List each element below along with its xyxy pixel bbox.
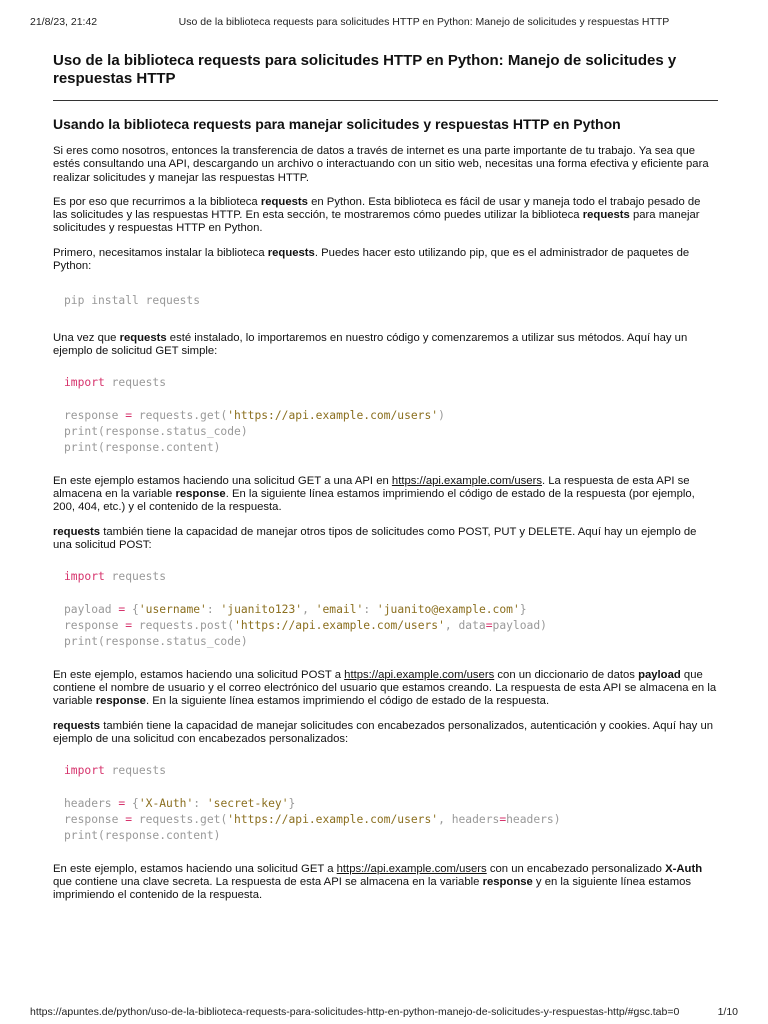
article-title: Uso de la biblioteca requests para solicitudes HTTP en Python: Manejo de solicitudes y respuestas HTTP — [53, 52, 677, 87]
title-divider — [53, 100, 718, 101]
link-api-users[interactable]: https://api.example.com/users — [391, 474, 542, 487]
paragraph-get-explanation: En este ejemplo estamos haciendo una solicitud GET a una API en https://api.example.com/users. La respuesta de esta API se almacena en la variable response. En la siguiente línea estamos imprimiendo el código de estado de la respuesta (por ejemplo, 200, 404, etc.) y el contenido de la respuesta. — [53, 474, 695, 514]
paragraph-intro: Si eres como nosotros, entonces la transferencia de datos a través de internet es una parte importante de tu trabajo. Ya sea que estés consultando una API, descargando un archivo o interactuando con un sitio web, necesitas una forma efectiva y eficiente para realizar solicitudes y manejar las respuestas HTTP. — [53, 145, 709, 184]
paragraph-get-example: Una vez que requests esté instalado, lo importaremos en nuestro código y comenzaremos a utilizar sus métodos. Aquí hay un ejemplo de solicitud GET simple: — [53, 331, 688, 357]
code-block-headers: import requests headers = {'X-Auth': 'secret-key'} response = requests.get('https://api.example.com/users', headers=headers) print(response.content) — [64, 764, 561, 843]
print-date: 21/8/23, 21:42 — [30, 16, 98, 28]
code-block-install: pip install requests — [64, 294, 201, 308]
article — [53, 52, 718, 914]
print-url: https://apuntes.de/python/uso-de-la-biblioteca-requests-para-solicitudes-http-en-python-manejo-de-solicitudes-y-respuestas-http/#gsc.tab=0 — [30, 1006, 680, 1018]
paragraph-headers-explanation: En este ejemplo, estamos haciendo una solicitud GET a https://api.example.com/users con un encabezado personalizado X-Auth que contiene una clave secreta. La respuesta de esta API se almacena en la variable response y en la siguiente línea estamos imprimiendo el contenido de la respuesta. — [53, 862, 703, 902]
link-api-users[interactable]: https://api.example.com/users — [336, 862, 487, 875]
paragraph-post-intro: requests también tiene la capacidad de manejar otros tipos de solicitudes como POST, PUT y DELETE. Aquí hay un ejemplo de una solicitud POST: — [53, 525, 697, 551]
print-title: Uso de la biblioteca requests para solicitudes HTTP en Python: Manejo de solicitudes y respuestas HTTP — [178, 16, 670, 28]
paragraph-post-explanation: En este ejemplo, estamos haciendo una solicitud POST a https://api.example.com/users con un diccionario de datos payload que contiene el nombre de usuario y el correo electrónico del usuario que estamos creando. La respuesta de esta API se almacena en la variable response. En la siguiente línea estamos imprimiendo el código de estado de la respuesta. — [53, 668, 717, 708]
paragraph-requests-library: Es por eso que recurrimos a la biblioteca requests en Python. Esta biblioteca es fácil de usar y maneja todo el trabajo pesado de las solicitudes y las respuestas HTTP. En esta sección, te mostraremos cómo puedes utilizar la biblioteca requests para manejar solicitudes y respuestas HTTP en Python. — [53, 195, 701, 235]
page-number: 1/10 — [717, 1006, 738, 1018]
link-api-users[interactable]: https://api.example.com/users — [344, 668, 495, 681]
code-block-post: import requests payload = {'username': 'juanito123', 'email': 'juanito@example.com'} response = requests.post('https://api.example.com/users', data=payload) print(response.status_code) — [64, 570, 547, 649]
paragraph-install: Primero, necesitamos instalar la biblioteca requests. Puedes hacer esto utilizando pip, que es el administrador de paquetes de Python: — [53, 246, 690, 273]
paragraph-headers-intro: requests también tiene la capacidad de manejar solicitudes con encabezados personalizados, autenticación y cookies. Aquí hay un ejemplo de una solicitud con encabezados personalizados: — [53, 719, 714, 745]
code-block-get: import requests response = requests.get('https://api.example.com/users') print(response.status_code) print(response.content) — [64, 376, 445, 455]
section-title: Usando la biblioteca requests para manejar solicitudes y respuestas HTTP en Python — [53, 116, 621, 132]
